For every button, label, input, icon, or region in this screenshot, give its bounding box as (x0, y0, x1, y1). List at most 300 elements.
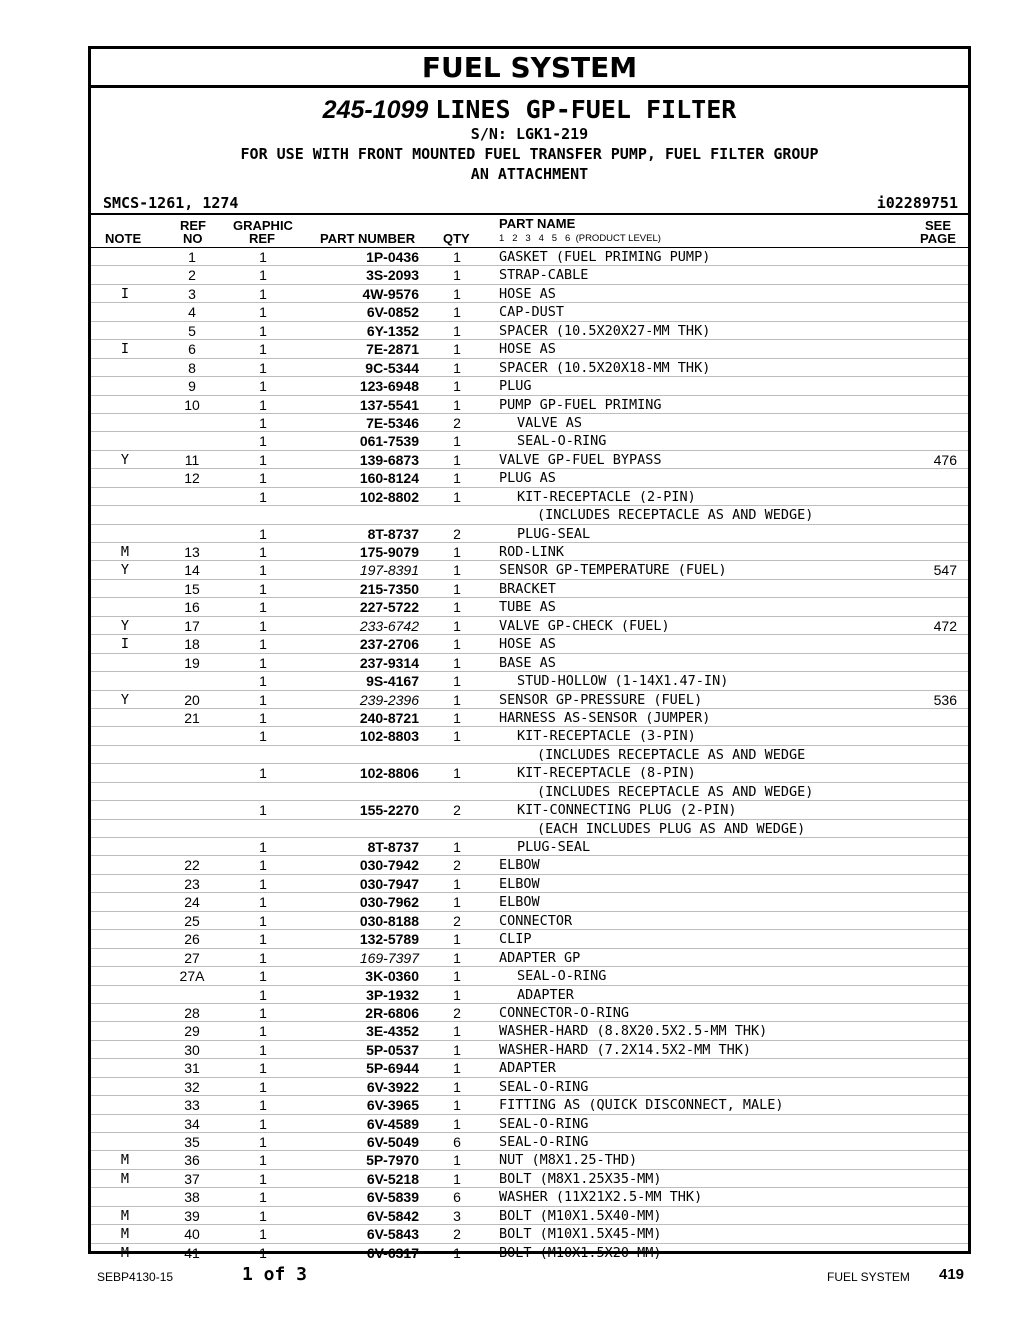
table-row (91, 929, 968, 947)
ref-no-cell: 9 (188, 378, 196, 395)
part-number-cell: 197-8391 (359, 562, 419, 579)
graphic-ref-cell: 1 (259, 765, 267, 782)
qty-cell: 1 (453, 285, 461, 302)
qty-cell: 1 (453, 1078, 461, 1095)
ref-no-cell: 15 (184, 580, 200, 597)
ref-no-cell: 25 (184, 912, 200, 929)
group-title (91, 96, 968, 124)
qty-cell: 1 (453, 617, 461, 634)
graphic-ref-cell: 1 (259, 488, 267, 505)
ref-no-cell: 21 (184, 709, 200, 726)
part-name-cell: BRACKET (499, 580, 556, 597)
ref-no-cell: 24 (184, 894, 200, 911)
table-row (91, 634, 968, 652)
qty-cell: 1 (453, 1097, 461, 1114)
qty-cell: 1 (453, 931, 461, 948)
part-number-cell: 061-7539 (359, 433, 419, 450)
note-cell: Y (120, 451, 130, 468)
qty-cell: 1 (453, 267, 461, 284)
graphic-ref-cell: 1 (259, 414, 267, 431)
ref-no-cell: 28 (184, 1004, 200, 1021)
qty-cell: 1 (453, 839, 461, 855)
table-row (91, 819, 968, 837)
qty-cell: 1 (453, 765, 461, 782)
ref-no-cell: 27 (184, 949, 200, 966)
part-number-cell: 5P-0537 (366, 1041, 419, 1058)
part-number-cell: 030-8188 (359, 912, 419, 929)
part-name-cell: (INCLUDES RECEPTACLE AS AND WEDGE) (537, 507, 814, 524)
graphic-ref-cell: 1 (259, 912, 267, 929)
table-row (91, 524, 968, 542)
part-number-cell: 6Y-1352 (366, 322, 419, 339)
table-row (91, 339, 968, 357)
page-number: 419 (939, 1266, 965, 1283)
part-number-cell: 139-6873 (359, 451, 419, 468)
part-number-cell: 237-2706 (359, 636, 419, 653)
part-name-cell: HOSE AS (499, 636, 556, 653)
qty-cell: 2 (453, 1004, 461, 1021)
part-name-cell: SPACER (10.5X20X27-MM THK) (499, 322, 711, 339)
part-name-cell: SEAL-O-RING (517, 968, 607, 985)
part-number-cell: 7E-5346 (366, 414, 419, 431)
table-row (91, 874, 968, 892)
part-name-cell: CLIP (499, 931, 532, 948)
ref-no-cell: 33 (184, 1097, 200, 1114)
graphic-ref-cell: 1 (259, 968, 267, 985)
part-name-cell: ELBOW (499, 894, 540, 911)
part-number-cell: 9C-5344 (365, 359, 419, 376)
table-row (91, 837, 968, 855)
part-name-cell: SPACER (10.5X20X18-MM THK) (499, 359, 711, 376)
part-number-cell: 123-6948 (359, 378, 419, 395)
graphic-ref-cell: 1 (259, 562, 267, 579)
ref-no-cell: 34 (184, 1115, 200, 1132)
table-row (91, 247, 968, 265)
table-row (91, 1058, 968, 1076)
part-name-cell: TUBE AS (499, 599, 556, 616)
qty-cell: 1 (453, 894, 461, 911)
part-number-cell: 137-5541 (359, 396, 419, 413)
ref-no-cell: 18 (184, 636, 200, 653)
graphic-ref-cell: 1 (259, 378, 267, 395)
graphic-ref-cell: 1 (259, 986, 267, 1003)
qty-cell: 1 (453, 1060, 461, 1077)
table-row (91, 1132, 968, 1150)
table-row (91, 1095, 968, 1113)
table-row (91, 265, 968, 283)
table-row (91, 745, 968, 763)
part-number-cell: 8T-8737 (367, 525, 419, 542)
part-name-cell: VALVE GP-CHECK (FUEL) (499, 617, 670, 634)
part-number-cell: 6V-6317 (366, 1244, 419, 1261)
ref-no-cell: 14 (184, 562, 200, 579)
ref-no-cell: 26 (184, 931, 200, 948)
table-row (91, 690, 968, 708)
col-see-bottom: PAGE (920, 231, 956, 246)
part-name-cell: ADAPTER (517, 986, 574, 1003)
graphic-ref-cell: 1 (259, 1115, 267, 1132)
table-row (91, 763, 968, 781)
col-part-name: PART NAME (499, 216, 576, 231)
part-number-cell: 2R-6806 (365, 1004, 419, 1021)
see-page-cell: 547 (933, 562, 957, 579)
table-row (91, 892, 968, 910)
qty-cell: 1 (453, 322, 461, 339)
part-name-cell: WASHER-HARD (7.2X14.5X2-MM THK) (499, 1041, 751, 1058)
section-title: FUEL SYSTEM (91, 49, 968, 88)
graphic-ref-cell: 1 (259, 304, 267, 321)
graphic-ref-cell: 1 (259, 949, 267, 966)
part-name-cell: PLUG AS (499, 470, 556, 487)
note-cell: Y (120, 617, 130, 634)
part-name-cell: STRAP-CABLE (499, 267, 589, 284)
ref-no-cell: 36 (184, 1152, 200, 1169)
qty-cell: 2 (453, 414, 461, 431)
part-name-cell: BOLT (M10X1.5X45-MM) (499, 1226, 662, 1243)
graphic-ref-cell: 1 (259, 285, 267, 302)
note-cell: I (120, 341, 130, 358)
table-row (91, 985, 968, 1003)
table-row (91, 505, 968, 523)
graphic-ref-cell: 1 (259, 1207, 267, 1224)
ref-no-cell: 29 (184, 1023, 200, 1040)
qty-cell: 1 (453, 451, 461, 468)
qty-cell: 1 (453, 1244, 461, 1261)
part-name-cell: PUMP GP-FUEL PRIMING (499, 396, 662, 413)
graphic-ref-cell: 1 (259, 673, 267, 690)
part-number-cell: 5P-7970 (366, 1152, 419, 1169)
qty-cell: 6 (453, 1134, 461, 1150)
column-headers (91, 215, 968, 245)
qty-cell: 1 (453, 304, 461, 321)
graphic-ref-cell: 1 (259, 1244, 267, 1261)
ref-no-cell: 30 (184, 1041, 200, 1058)
part-name-cell: CONNECTOR-O-RING (499, 1004, 630, 1021)
graphic-ref-cell: 1 (259, 580, 267, 597)
table-row (91, 579, 968, 597)
ref-no-cell: 17 (184, 617, 200, 634)
col-graphic-top: GRAPHIC (233, 218, 293, 233)
ref-no-cell: 4 (188, 304, 196, 321)
part-name-cell: STUD-HOLLOW (1-14X1.47-IN) (517, 673, 729, 690)
table-row (91, 284, 968, 302)
table-row (91, 597, 968, 615)
graphic-ref-cell: 1 (259, 636, 267, 653)
graphic-ref-cell: 1 (259, 728, 267, 745)
part-name-cell: VALVE AS (517, 414, 583, 431)
part-name-cell: PLUG (499, 378, 532, 395)
graphic-ref-cell: 1 (259, 433, 267, 450)
table-row (91, 671, 968, 689)
ref-no-cell: 31 (184, 1060, 200, 1077)
part-number-cell: 102-8806 (359, 765, 419, 782)
graphic-ref-cell: 1 (259, 802, 267, 819)
part-number-cell: 6V-5218 (366, 1170, 419, 1187)
ref-no-cell: 6 (188, 341, 196, 358)
table-row (91, 855, 968, 873)
part-number-cell: 1P-0436 (366, 249, 419, 265)
part-name-cell: KIT-CONNECTING PLUG (2-PIN) (517, 802, 737, 819)
part-name-cell: NUT (M8X1.25-THD) (499, 1152, 638, 1169)
qty-cell: 1 (453, 599, 461, 616)
ref-no-cell: 19 (184, 654, 200, 671)
qty-cell: 1 (453, 968, 461, 985)
part-name-cell: ADAPTER (499, 1060, 556, 1077)
parts-list-frame (88, 46, 971, 1261)
ref-no-cell: 39 (184, 1207, 200, 1224)
part-name-cell: PLUG-SEAL (517, 839, 591, 855)
ref-no-cell: 40 (184, 1226, 200, 1243)
note-cell: I (120, 285, 130, 302)
graphic-ref-cell: 1 (259, 1041, 267, 1058)
note-cell: M (120, 544, 130, 560)
part-number-cell: 102-8802 (359, 488, 419, 505)
part-number-cell: 233-6742 (359, 617, 419, 634)
part-name-cell: WASHER-HARD (8.8X20.5X2.5-MM THK) (499, 1023, 768, 1040)
part-number-cell: 6V-3922 (366, 1078, 419, 1095)
table-row (91, 560, 968, 578)
table-row (91, 911, 968, 929)
qty-cell: 2 (453, 802, 461, 819)
part-number-cell: 3K-0360 (365, 968, 419, 985)
part-name-cell: SENSOR GP-PRESSURE (FUEL) (499, 691, 703, 708)
table-row (91, 431, 968, 449)
part-name-cell: WASHER (11X21X2.5-MM THK) (499, 1189, 703, 1206)
part-number-cell: 6V-4589 (366, 1115, 419, 1132)
table-row (91, 1150, 968, 1168)
image-id: i02289751 (876, 194, 958, 212)
qty-cell: 1 (453, 949, 461, 966)
part-name-cell: KIT-RECEPTACLE (3-PIN) (517, 728, 696, 745)
see-page-cell: 472 (933, 617, 957, 634)
page-footer (0, 1262, 1020, 1292)
part-name-cell: SEAL-O-RING (499, 1078, 589, 1095)
ref-no-cell: 8 (188, 359, 196, 376)
table-row (91, 653, 968, 671)
table-row (91, 376, 968, 394)
table-row (91, 966, 968, 984)
ref-no-cell: 22 (184, 857, 200, 874)
qty-cell: 1 (453, 728, 461, 745)
part-name-cell: CAP-DUST (499, 304, 565, 321)
table-row (91, 413, 968, 431)
ref-no-cell: 11 (184, 451, 200, 468)
graphic-ref-cell: 1 (259, 249, 267, 265)
note-cell: M (120, 1170, 130, 1187)
note-cell: I (120, 636, 130, 653)
qty-cell: 1 (453, 709, 461, 726)
qty-cell: 1 (453, 986, 461, 1003)
part-name-cell: CONNECTOR (499, 912, 573, 929)
graphic-ref-cell: 1 (259, 1152, 267, 1169)
ref-no-cell: 38 (184, 1189, 200, 1206)
ref-no-cell: 37 (184, 1170, 200, 1187)
part-number-cell: 6V-5842 (366, 1207, 419, 1224)
table-row (91, 487, 968, 505)
col-note: NOTE (105, 231, 142, 246)
qty-cell: 1 (453, 470, 461, 487)
qty-cell: 1 (453, 654, 461, 671)
part-name-cell: BOLT (M10X1.5X20-MM) (499, 1244, 662, 1261)
part-number-cell: 6V-0852 (366, 304, 419, 321)
table-row (91, 321, 968, 339)
table-row (91, 468, 968, 486)
qty-cell: 1 (453, 378, 461, 395)
usage-line-1: FOR USE WITH FRONT MOUNTED FUEL TRANSFER PUMP, FUEL FILTER GROUP (240, 145, 819, 163)
table-row (91, 302, 968, 320)
serial-number: S/N: LGK1-219 (470, 125, 589, 143)
ref-no-cell: 3 (188, 285, 196, 302)
qty-cell: 1 (453, 544, 461, 560)
ref-no-cell: 35 (184, 1134, 200, 1150)
qty-cell: 2 (453, 525, 461, 542)
part-name-cell: ADAPTER GP (499, 949, 581, 966)
part-number-cell: 240-8721 (359, 709, 419, 726)
part-number-cell: 4W-9576 (362, 285, 419, 302)
part-name-cell: KIT-RECEPTACLE (8-PIN) (517, 765, 696, 782)
table-row (91, 782, 968, 800)
graphic-ref-cell: 1 (259, 931, 267, 948)
part-name-cell: PLUG-SEAL (517, 525, 591, 542)
table-row (91, 1040, 968, 1058)
ref-no-cell: 13 (184, 544, 200, 560)
note-cell: Y (120, 691, 130, 708)
part-number-cell: 3E-4352 (366, 1023, 419, 1040)
part-name-cell: ROD-LINK (499, 544, 565, 560)
graphic-ref-cell: 1 (259, 875, 267, 892)
qty-cell: 1 (453, 1041, 461, 1058)
qty-cell: 1 (453, 580, 461, 597)
table-row (91, 358, 968, 376)
table-row (91, 1021, 968, 1039)
ref-no-cell: 23 (184, 875, 200, 892)
qty-cell: 1 (453, 562, 461, 579)
part-number-cell: 169-7397 (359, 949, 419, 966)
qty-cell: 1 (453, 1115, 461, 1132)
graphic-ref-cell: 1 (259, 599, 267, 616)
table-row (91, 1187, 968, 1205)
qty-cell: 2 (453, 857, 461, 874)
part-name-cell: (INCLUDES RECEPTACLE AS AND WEDGE) (537, 783, 814, 800)
graphic-ref-cell: 1 (259, 691, 267, 708)
graphic-ref-cell: 1 (259, 322, 267, 339)
group-part-number: 245-1099 (322, 96, 429, 124)
part-name-cell: FITTING AS (QUICK DISCONNECT, MALE) (499, 1097, 784, 1114)
col-product-level: 1 2 3 4 5 6 (PRODUCT LEVEL) (499, 233, 661, 244)
part-name-cell: HARNESS AS-SENSOR (JUMPER) (499, 709, 711, 726)
graphic-ref-cell: 1 (259, 1170, 267, 1187)
table-row (91, 542, 968, 560)
ref-no-cell: 10 (184, 396, 200, 413)
graphic-ref-cell: 1 (259, 839, 267, 855)
part-name-cell: HOSE AS (499, 341, 556, 358)
table-row (91, 1077, 968, 1095)
graphic-ref-cell: 1 (259, 654, 267, 671)
note-cell: M (120, 1207, 130, 1224)
table-row (91, 1003, 968, 1021)
qty-cell: 1 (453, 636, 461, 653)
col-see-top: SEE (925, 218, 952, 233)
table-row (91, 800, 968, 818)
ref-no-cell: 20 (184, 691, 200, 708)
ref-no-cell: 12 (184, 470, 200, 487)
note-cell: M (120, 1152, 130, 1169)
part-number-cell: 239-2396 (359, 691, 419, 708)
table-row (91, 708, 968, 726)
qty-cell: 1 (453, 1152, 461, 1169)
part-name-cell: VALVE GP-FUEL BYPASS (499, 451, 662, 468)
ref-no-cell: 2 (188, 267, 196, 284)
graphic-ref-cell: 1 (259, 1097, 267, 1114)
part-name-cell: HOSE AS (499, 285, 556, 302)
graphic-ref-cell: 1 (259, 525, 267, 542)
parts-table (91, 247, 968, 1261)
graphic-ref-cell: 1 (259, 857, 267, 874)
part-name-cell: ELBOW (499, 857, 540, 874)
ref-no-cell: 32 (184, 1078, 200, 1095)
table-row (91, 948, 968, 966)
graphic-ref-cell: 1 (259, 1189, 267, 1206)
see-page-cell: 536 (933, 691, 957, 708)
graphic-ref-cell: 1 (259, 1134, 267, 1150)
table-row (91, 1224, 968, 1242)
col-ref-bottom: NO (183, 231, 203, 246)
part-number-cell: 132-5789 (359, 931, 419, 948)
table-row (91, 1243, 968, 1261)
table-row (91, 1114, 968, 1132)
col-ref-top: REF (180, 218, 206, 233)
ref-no-cell: 27A (179, 968, 205, 985)
part-name-cell: BOLT (M10X1.5X40-MM) (499, 1207, 662, 1224)
table-row (91, 726, 968, 744)
table-row (91, 1206, 968, 1224)
part-number-cell: 3P-1932 (366, 986, 419, 1003)
graphic-ref-cell: 1 (259, 396, 267, 413)
graphic-ref-cell: 1 (259, 1060, 267, 1077)
part-number-cell: 3S-2093 (366, 267, 419, 284)
part-name-cell: SENSOR GP-TEMPERATURE (FUEL) (499, 562, 727, 579)
part-number-cell: 5P-6944 (366, 1060, 419, 1077)
graphic-ref-cell: 1 (259, 1078, 267, 1095)
qty-cell: 1 (453, 1023, 461, 1040)
table-row (91, 616, 968, 634)
part-name-cell: GASKET (FUEL PRIMING PUMP) (499, 249, 711, 265)
part-number-cell: 030-7947 (359, 875, 419, 892)
part-number-cell: 155-2270 (359, 802, 419, 819)
qty-cell: 3 (453, 1207, 461, 1224)
part-name-cell: KIT-RECEPTACLE (2-PIN) (517, 488, 696, 505)
ref-no-cell: 5 (188, 322, 196, 339)
graphic-ref-cell: 1 (259, 1004, 267, 1021)
qty-cell: 2 (453, 912, 461, 929)
graphic-ref-cell: 1 (259, 709, 267, 726)
qty-cell: 6 (453, 1189, 461, 1206)
ref-no-cell: 1 (188, 249, 196, 265)
doc-id: SEBP4130-15 (97, 1270, 174, 1284)
note-cell: M (120, 1244, 130, 1261)
part-number-cell: 7E-2871 (366, 341, 419, 358)
part-number-cell: 175-9079 (359, 544, 419, 560)
graphic-ref-cell: 1 (259, 451, 267, 468)
note-cell: M (120, 1226, 130, 1243)
see-page-cell: 476 (933, 451, 957, 468)
qty-cell: 2 (453, 1226, 461, 1243)
part-name-cell: BOLT (M8X1.25X35-MM) (499, 1170, 662, 1187)
table-row (91, 450, 968, 468)
graphic-ref-cell: 1 (259, 1023, 267, 1040)
part-number-cell: 6V-5839 (366, 1189, 419, 1206)
part-number-cell: 227-5722 (359, 599, 419, 616)
